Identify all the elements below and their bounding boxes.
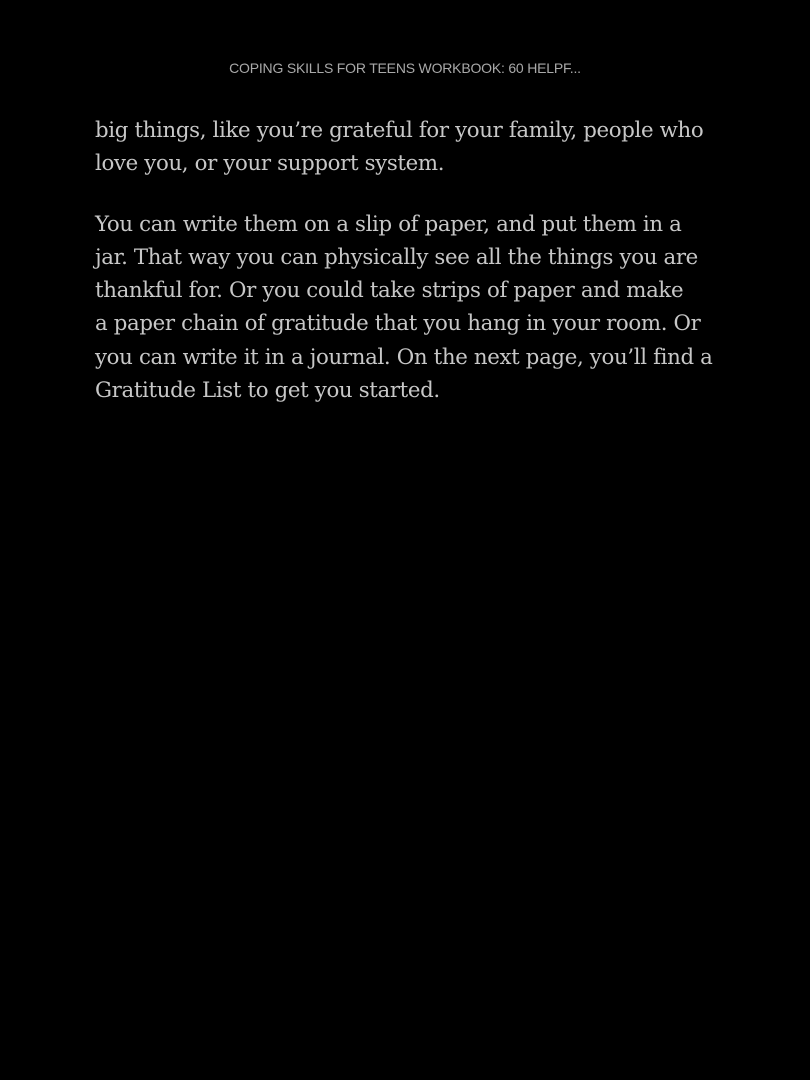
paragraph: [95, 114, 720, 181]
text-line: big things, like you’re grateful for your family, people who: [95, 118, 704, 143]
text-line: you can write it in a journal. On the next page, you’ll find a: [95, 344, 713, 370]
text-line: love you, or your support system.: [95, 151, 445, 177]
page-text: [95, 114, 720, 434]
text-line: You can write them on a slip of paper, and put them in a: [95, 211, 682, 237]
text-line: thankful for. Or you could take strips of paper and make: [95, 278, 684, 304]
book-title: COPING SKILLS FOR TEENS WORKBOOK: 60 HELPF...: [229, 60, 581, 76]
text-line: jar. That way you can physically see all the things you are: [95, 244, 698, 270]
text-line: Gratitude List to get you started.: [95, 378, 440, 404]
text-line: a paper chain of gratitude that you hang in your room. Or: [95, 311, 701, 337]
paragraph: [95, 208, 720, 408]
